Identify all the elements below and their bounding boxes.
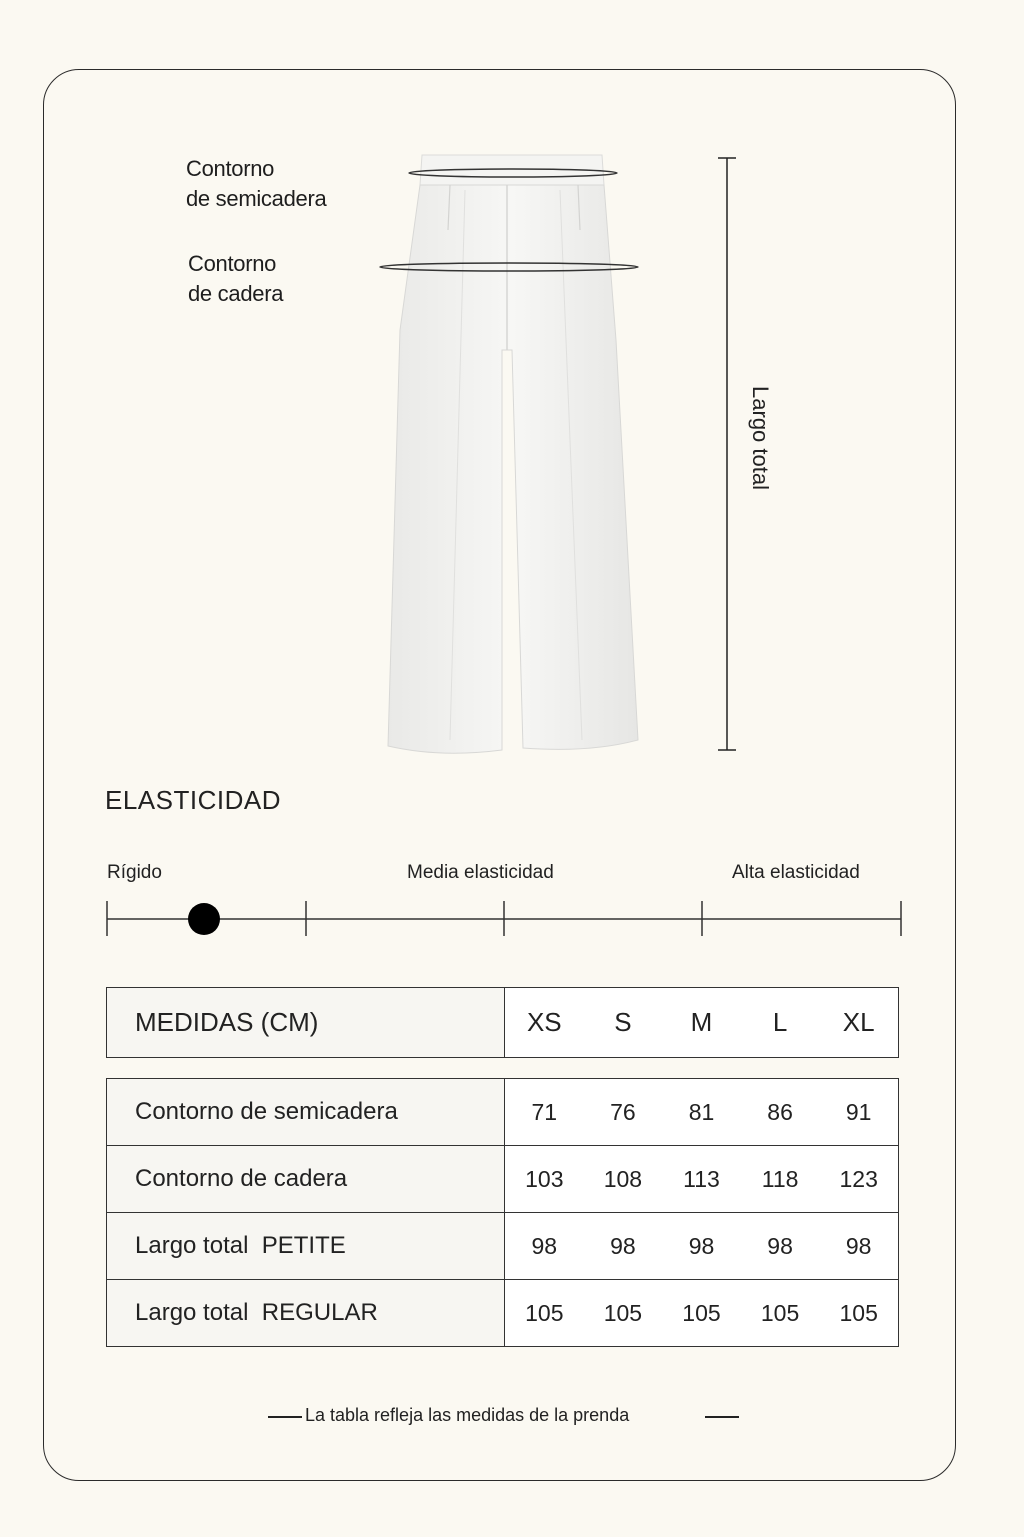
size-m: M <box>690 1007 713 1037</box>
size-s: S <box>614 1007 632 1037</box>
label-largo-total: Largo total <box>748 386 773 490</box>
cell: 86 <box>767 1098 793 1125</box>
pants-illustration <box>370 150 660 765</box>
cell: 105 <box>682 1299 721 1326</box>
cell: 105 <box>525 1299 564 1326</box>
footer-note: La tabla refleja las medidas de la prenda <box>305 1405 630 1425</box>
table-row <box>107 1280 899 1347</box>
cell: 98 <box>767 1232 793 1259</box>
elasticity-label-media: Media elasticidad <box>407 862 554 883</box>
elasticity-label-rigido: Rígido <box>107 862 162 883</box>
size-xl: XL <box>842 1007 875 1037</box>
table-row <box>107 1213 899 1280</box>
row-label: Contorno de semicadera <box>107 1079 505 1146</box>
size-xs: XS <box>526 1007 562 1037</box>
cell: 108 <box>603 1165 643 1192</box>
table-header-label: MEDIDAS (CM) <box>107 988 505 1058</box>
cell: 91 <box>845 1098 872 1125</box>
size-table-header <box>106 987 899 1058</box>
cell: 98 <box>688 1232 715 1259</box>
footer-dash-right <box>705 1416 739 1418</box>
cell: 105 <box>760 1299 800 1326</box>
elasticity-marker <box>188 903 220 935</box>
cell: 105 <box>839 1299 878 1326</box>
row-label: Largo total PETITE <box>107 1213 505 1280</box>
table-row <box>107 1079 899 1146</box>
cell: 105 <box>603 1299 643 1326</box>
cell: 103 <box>525 1165 564 1192</box>
size-l: L <box>772 1007 788 1037</box>
cell: 118 <box>761 1165 799 1192</box>
cell: 81 <box>688 1098 715 1125</box>
elasticity-scale <box>106 898 902 940</box>
cell: 98 <box>845 1232 872 1259</box>
table-row <box>107 1146 899 1213</box>
cell: 98 <box>531 1232 558 1259</box>
label-semicadera: Contorno de semicadera <box>186 156 327 211</box>
elasticity-title: ELASTICIDAD <box>105 785 281 815</box>
cell: 71 <box>531 1098 558 1125</box>
length-ruler <box>715 156 739 754</box>
row-label: Contorno de cadera <box>107 1146 505 1213</box>
cell: 123 <box>839 1165 878 1192</box>
cell: 98 <box>610 1232 636 1259</box>
row-label: Largo total REGULAR <box>107 1280 505 1347</box>
footer-dash-left <box>268 1416 302 1418</box>
cell: 113 <box>683 1165 720 1192</box>
elasticity-label-alta: Alta elasticidad <box>732 862 860 883</box>
label-cadera: Contorno de cadera <box>188 251 284 306</box>
cell: 76 <box>610 1098 636 1125</box>
size-table <box>106 1078 899 1347</box>
